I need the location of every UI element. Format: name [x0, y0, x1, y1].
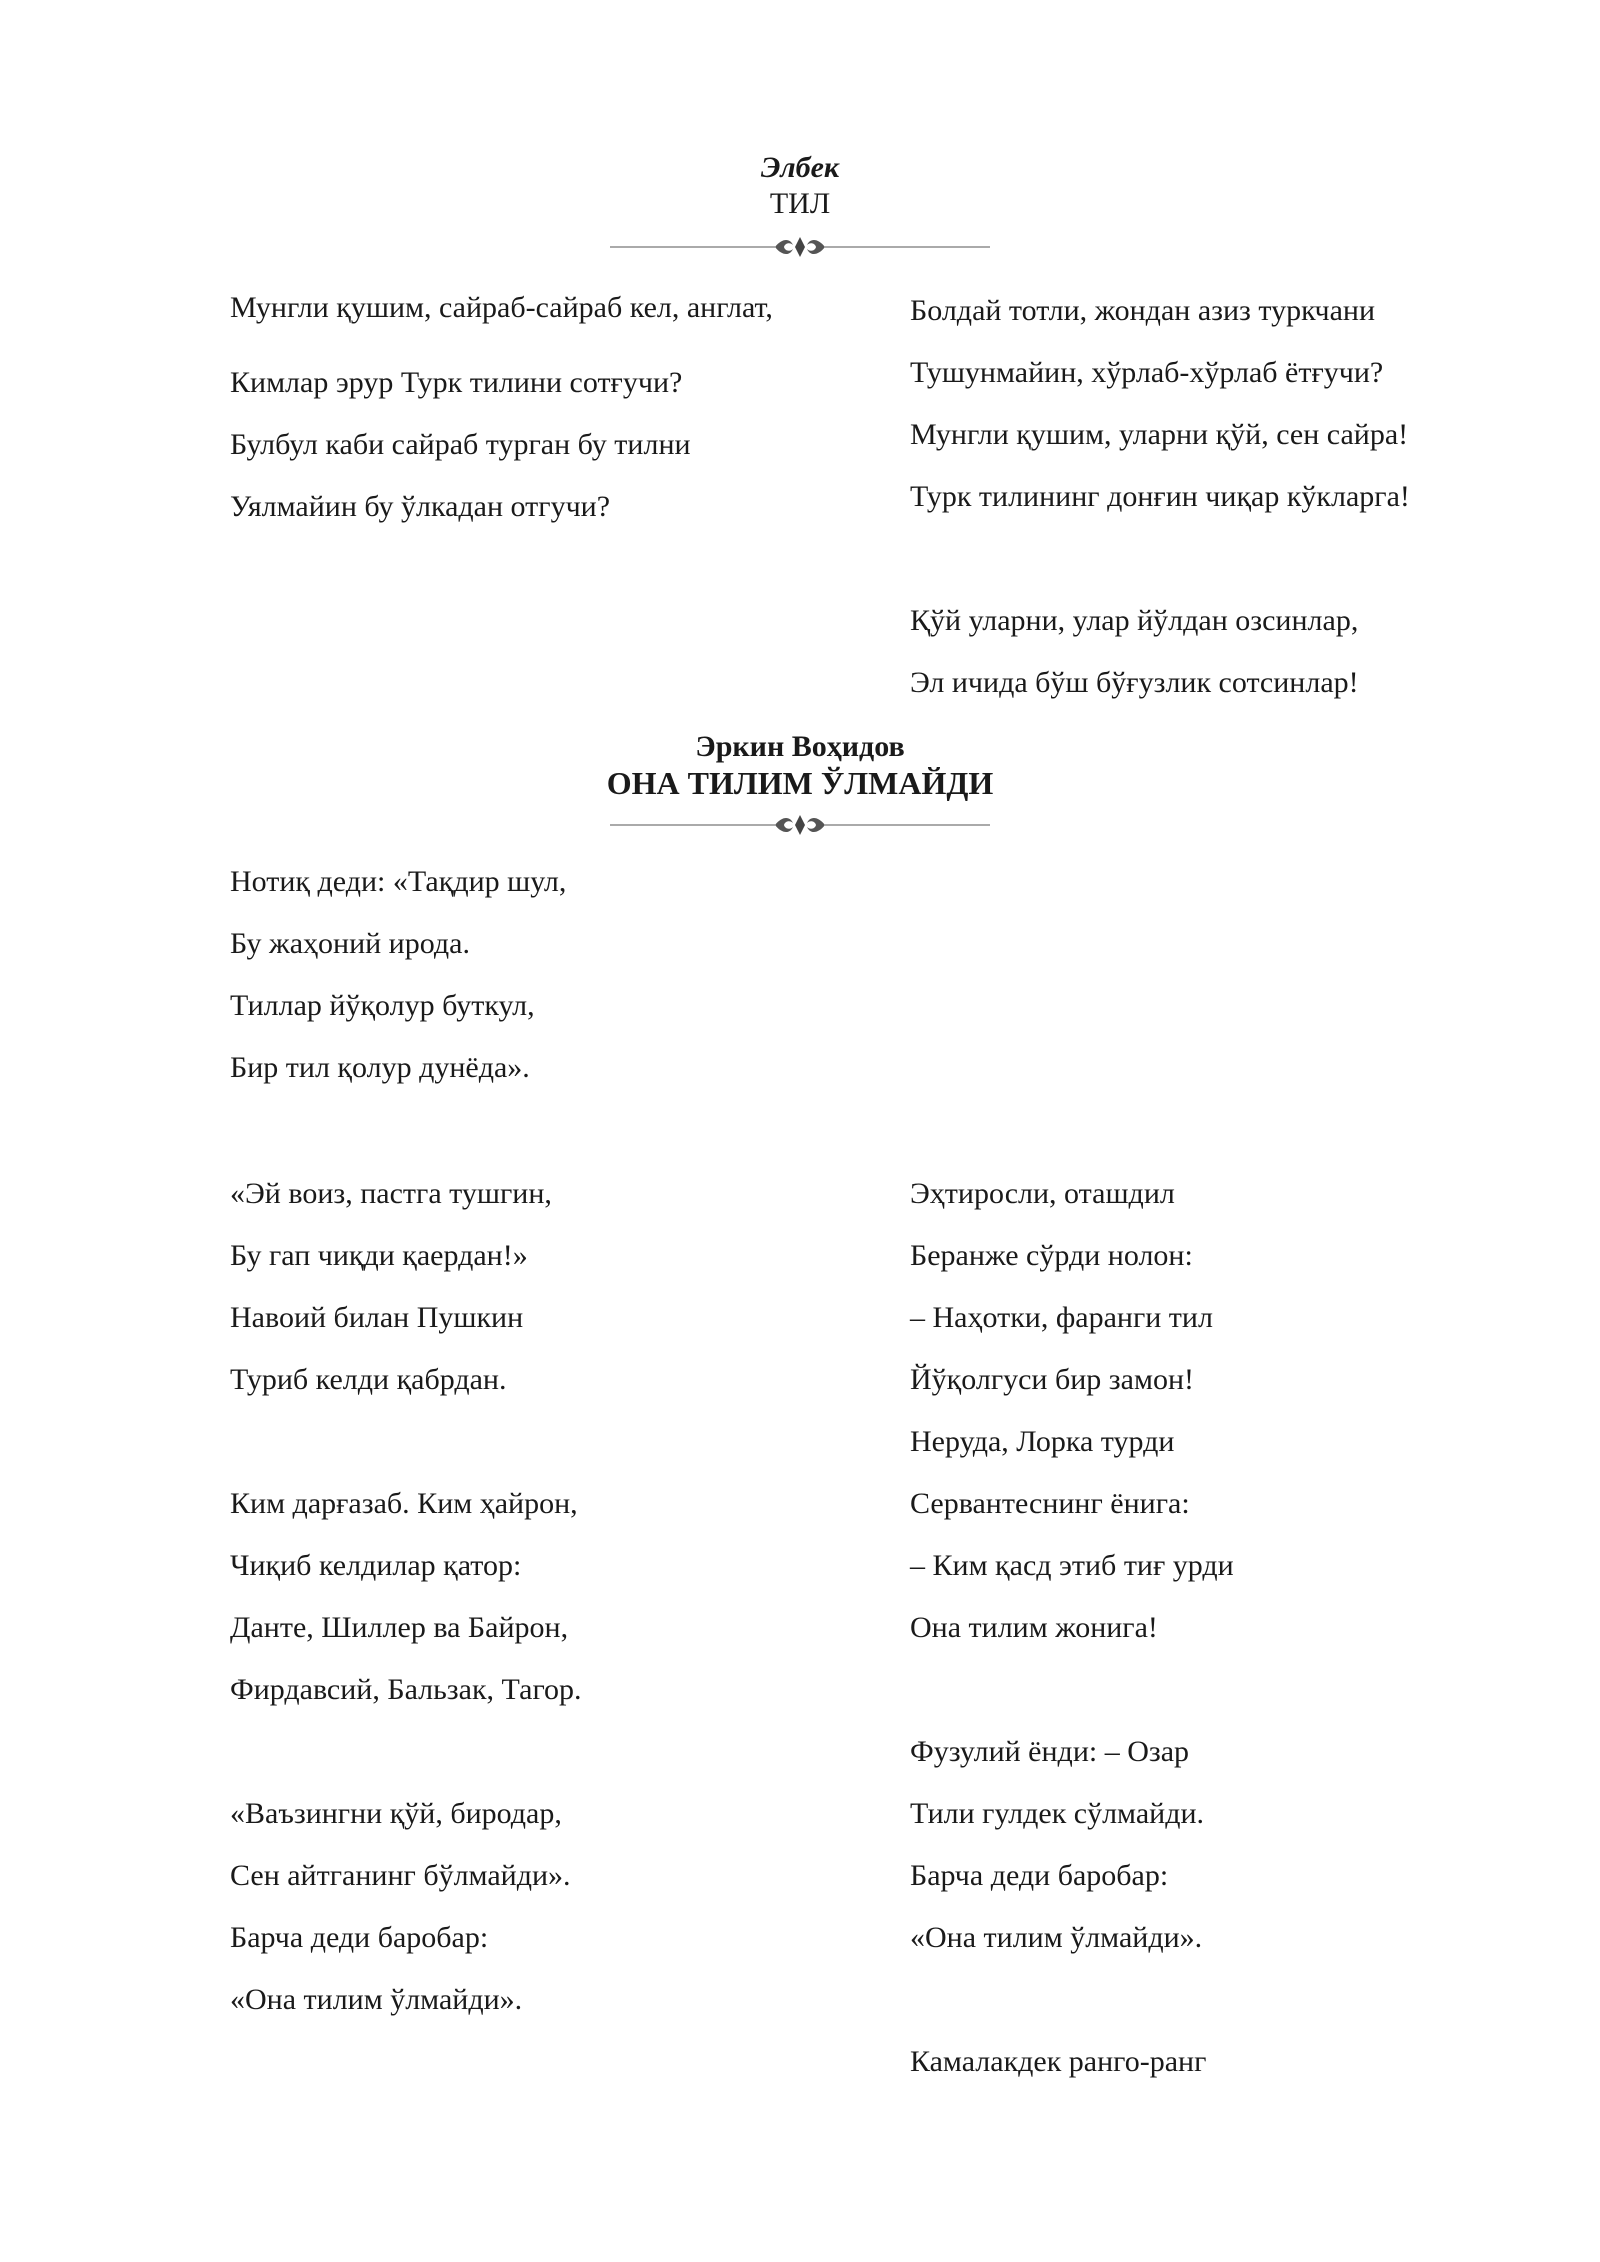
verse-line: Эҳтиросли, оташдил: [910, 1177, 1175, 1210]
poem2-left-column: [230, 1163, 582, 2031]
stanza-gap: [230, 1721, 582, 1783]
verse-line: Тушунмайин, хўрлаб-хўрлаб ётғучи?: [910, 356, 1384, 389]
stanza-gap: [230, 1411, 582, 1473]
verse-line: Нотиқ деди: «Тақдир шул,: [230, 865, 567, 898]
verse-line: Бу жаҳоний ирода.: [230, 927, 470, 960]
verse-line: Туриб келди қабрдан.: [230, 1363, 507, 1396]
verse-line: «Она тилим ўлмайди».: [910, 1921, 1203, 1954]
ornament-icon: [610, 810, 990, 840]
poem1-header: [0, 150, 1600, 222]
verse-line: Булбул каби сайраб турган бу тилни: [230, 428, 691, 461]
verse-line: – Ким қасд этиб тиғ урди: [910, 1549, 1234, 1582]
verse-line: Мунгли қушим, сайраб-сайраб кел, англат,: [230, 291, 773, 324]
stanza-gap: [910, 528, 1410, 590]
verse-line: Барча деди баробар:: [910, 1859, 1169, 1892]
verse-line: Она тилим жонига!: [910, 1611, 1158, 1644]
verse-line: Беранже сўрди нолон:: [910, 1239, 1193, 1272]
verse-line: Сервантеснинг ёнига:: [910, 1487, 1190, 1520]
poem1-right-column: [910, 280, 1410, 714]
ornament-divider-1: [0, 232, 1600, 262]
verse-line: Фузулий ёнди: – Озар: [910, 1735, 1190, 1768]
poem1-title: ТИЛ: [769, 187, 831, 220]
verse-line: «Ваъзингни қўй, биродар,: [230, 1797, 562, 1830]
verse-line: Камалакдек ранго-ранг: [910, 2045, 1207, 2078]
verse-line: «Она тилим ўлмайди».: [230, 1983, 523, 2016]
verse-line: Бир тил қолур дунёда».: [230, 1051, 530, 1084]
verse-line: Тиллар йўқолур буткул,: [230, 989, 535, 1022]
verse-line: Чиқиб келдилар қатор:: [230, 1549, 522, 1582]
verse-line: Неруда, Лорка турди: [910, 1425, 1175, 1458]
verse-line: Эл ичида бўш бўғузлик сотсинлар!: [910, 666, 1359, 699]
poem2-intro-stanza: [230, 851, 566, 1099]
poem2-header: [0, 729, 1600, 801]
verse-line: – Наҳотки, фаранги тил: [910, 1301, 1213, 1334]
verse-line: Сен айтганинг бўлмайди».: [230, 1859, 571, 1892]
verse-line: Йўқолгуси бир замон!: [910, 1363, 1195, 1396]
stanza-gap: [910, 1659, 1234, 1721]
verse-line: Фирдавсий, Бальзак, Тагор.: [230, 1673, 582, 1706]
verse-line: Мунгли қушим, уларни қўй, сен сайра!: [910, 418, 1409, 451]
poem1-left-column: [230, 290, 885, 538]
verse-line: Болдай тотли, жондан азиз туркчани: [910, 294, 1376, 327]
ornament-icon: [610, 232, 990, 262]
verse-line: Навоий билан Пушкин: [230, 1301, 524, 1334]
verse-line: Кимлар эрур Турк тилини сотғучи?: [230, 366, 683, 399]
verse-line: Данте, Шиллер ва Байрон,: [230, 1611, 569, 1644]
poem2-right-column: [910, 1163, 1234, 2093]
verse-line: Бу гап чиқди қаердан!»: [230, 1239, 528, 1272]
ornament-divider-2: [0, 810, 1600, 840]
verse-line: Тили гулдек сўлмайди.: [910, 1797, 1205, 1830]
poem2-title: ОНА ТИЛИМ ЎЛМАЙДИ: [606, 765, 994, 801]
verse-line: Ким дарғазаб. Ким ҳайрон,: [230, 1487, 578, 1520]
stanza-gap: [910, 1969, 1234, 2031]
verse-line: Уялмайин бу ўлкадан отгучи?: [230, 490, 611, 523]
poem2-author: Эркин Воҳидов: [695, 730, 905, 763]
verse-line: Барча деди баробар:: [230, 1921, 489, 1954]
poem1-author: Элбек: [760, 151, 840, 184]
verse-line: «Эй воиз, пастга тушгин,: [230, 1177, 552, 1210]
verse-line: Турк тилининг донғин чиқар кўкларга!: [910, 480, 1410, 513]
verse-line: Қўй уларни, улар йўлдан озсинлар,: [910, 604, 1359, 637]
